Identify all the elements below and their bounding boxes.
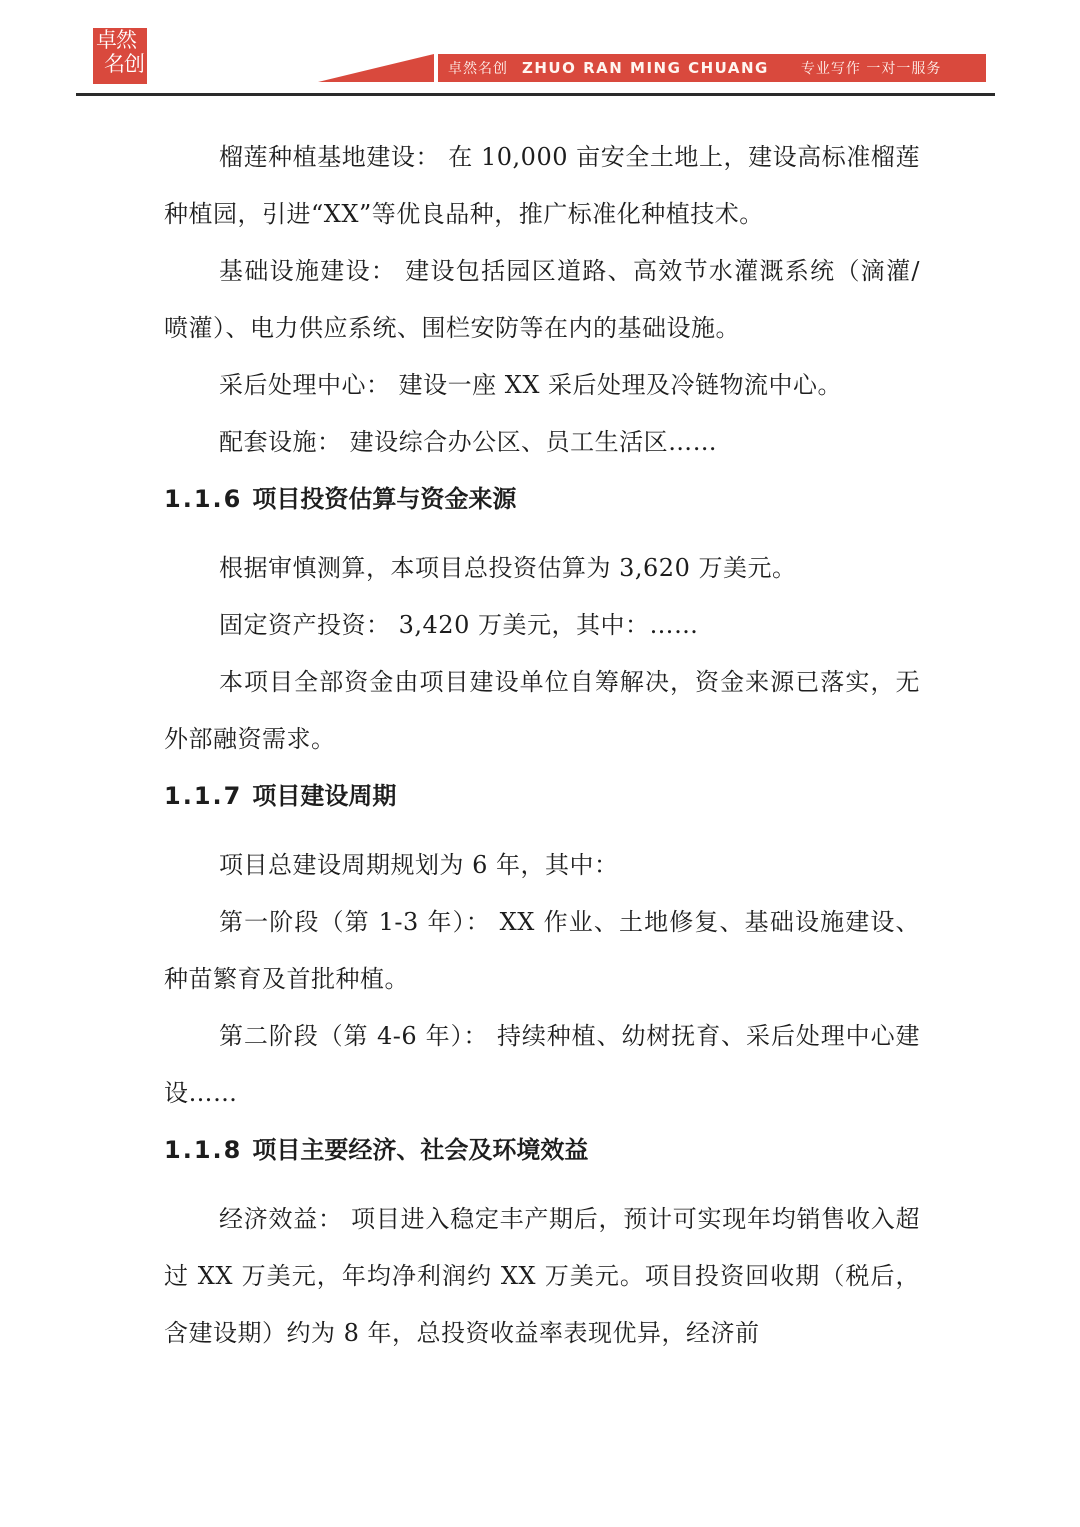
section-title: 项目主要经济、社会及环境效益 — [252, 1136, 589, 1164]
paragraph-economic-benefits: 经济效益： 项目进入稳定丰产期后，预计可实现年均销售收入超过 XX 万美元，年均净利润约 XX 万美元。项目投资回收期（税后，含建设期）约为 8 年，总投资收益率表现优异，经济前 — [164, 1205, 920, 1347]
logo-text-top: 卓然 — [96, 28, 136, 52]
paragraph-funding-source: 本项目全部资金由项目建设单位自筹解决，资金来源已落实，无外部融资需求。 — [164, 668, 920, 753]
paragraph-phase-two: 第二阶段（第 4-6 年）： 持续种植、幼树抚育、采后处理中心建设…… — [164, 1022, 920, 1107]
section-number: 1.1.8 — [164, 1136, 243, 1164]
banner-brand-cn: 卓然名创 — [448, 61, 508, 77]
banner-brand-en: ZHUO RAN MING CHUANG — [522, 59, 769, 77]
header-banner — [438, 54, 986, 82]
document-body — [164, 129, 920, 1362]
section-number: 1.1.7 — [164, 782, 243, 810]
paragraph-supporting-facilities: 配套设施： 建设综合办公区、员工生活区…… — [219, 428, 718, 456]
section-heading-1-1-7 — [164, 768, 920, 825]
header-wedge-decoration — [0, 0, 1080, 100]
header-divider — [76, 93, 995, 96]
paragraph-total-investment: 根据审慎测算，本项目总投资估算为 3,620 万美元。 — [219, 554, 797, 582]
paragraph-fixed-assets: 固定资产投资： 3,420 万美元，其中：…… — [219, 611, 699, 639]
section-heading-1-1-6 — [164, 471, 920, 528]
paragraph-postharvest-center: 采后处理中心： 建设一座 XX 采后处理及冷链物流中心。 — [219, 371, 843, 399]
logo-text-bottom: 名创 — [104, 52, 144, 76]
section-title: 项目投资估算与资金来源 — [252, 485, 517, 513]
section-number: 1.1.6 — [164, 485, 243, 513]
section-title: 项目建设周期 — [252, 782, 397, 810]
paragraph-infrastructure: 基础设施建设： 建设包括园区道路、高效节水灌溉系统（滴灌/喷灌）、电力供应系统、围栏安防等在内的基础设施。 — [164, 257, 920, 342]
paragraph-durian-base: 榴莲种植基地建设： 在 10,000 亩安全土地上，建设高标准榴莲种植园，引进“XX”等优良品种，推广标准化种植技术。 — [164, 143, 920, 228]
section-heading-1-1-8 — [164, 1122, 920, 1179]
paragraph-construction-period: 项目总建设周期规划为 6 年，其中： — [219, 851, 619, 879]
paragraph-phase-one: 第一阶段（第 1-3 年）： XX 作业、土地修复、基础设施建设、种苗繁育及首批种植。 — [164, 908, 920, 993]
banner-slogan: 专业写作 一对一服务 — [800, 61, 942, 77]
